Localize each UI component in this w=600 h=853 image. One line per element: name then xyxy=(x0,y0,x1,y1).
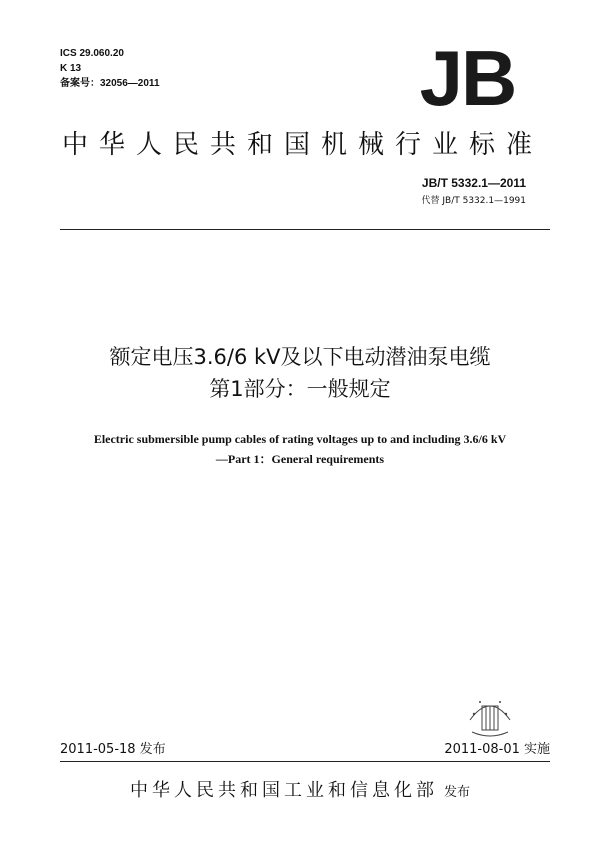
industry-standard-title: 中华人民共和国机械行业标准 xyxy=(62,130,544,160)
issuer-name: 中华人民共和国工业和信息化部 xyxy=(129,780,438,801)
jb-logo: JB xyxy=(419,34,516,122)
issuer xyxy=(0,776,600,802)
top-divider xyxy=(60,229,550,230)
standard-number: JB/T 5332.1—2011 xyxy=(421,176,526,190)
en-title-line-2: —Part 1：General requirements xyxy=(215,452,385,466)
bottom-divider xyxy=(60,761,550,762)
seal-emblem-icon xyxy=(460,690,520,740)
publish-date: 2011-05-18 发布 xyxy=(60,742,166,757)
replaces-standard: 代替 JB/T 5332.1—1991 xyxy=(421,196,526,206)
en-title-line-1: Electric submersible pump cables of rating voltages up to and including 3.6/6 kV xyxy=(93,432,507,446)
ccs-code: K 13 xyxy=(60,63,82,74)
issuer-suffix: 发布 xyxy=(443,785,470,800)
effective-date: 2011-08-01 实施 xyxy=(444,742,550,757)
filing-number: 备案号：32056—2011 xyxy=(60,78,160,89)
ics-code: ICS 29.060.20 xyxy=(60,48,124,59)
cn-title-line-1: 额定电压3.6/6 kV及以下电动潜油泵电缆 xyxy=(109,345,491,369)
cn-title-line-2: 第1部分：一般规定 xyxy=(209,377,391,401)
